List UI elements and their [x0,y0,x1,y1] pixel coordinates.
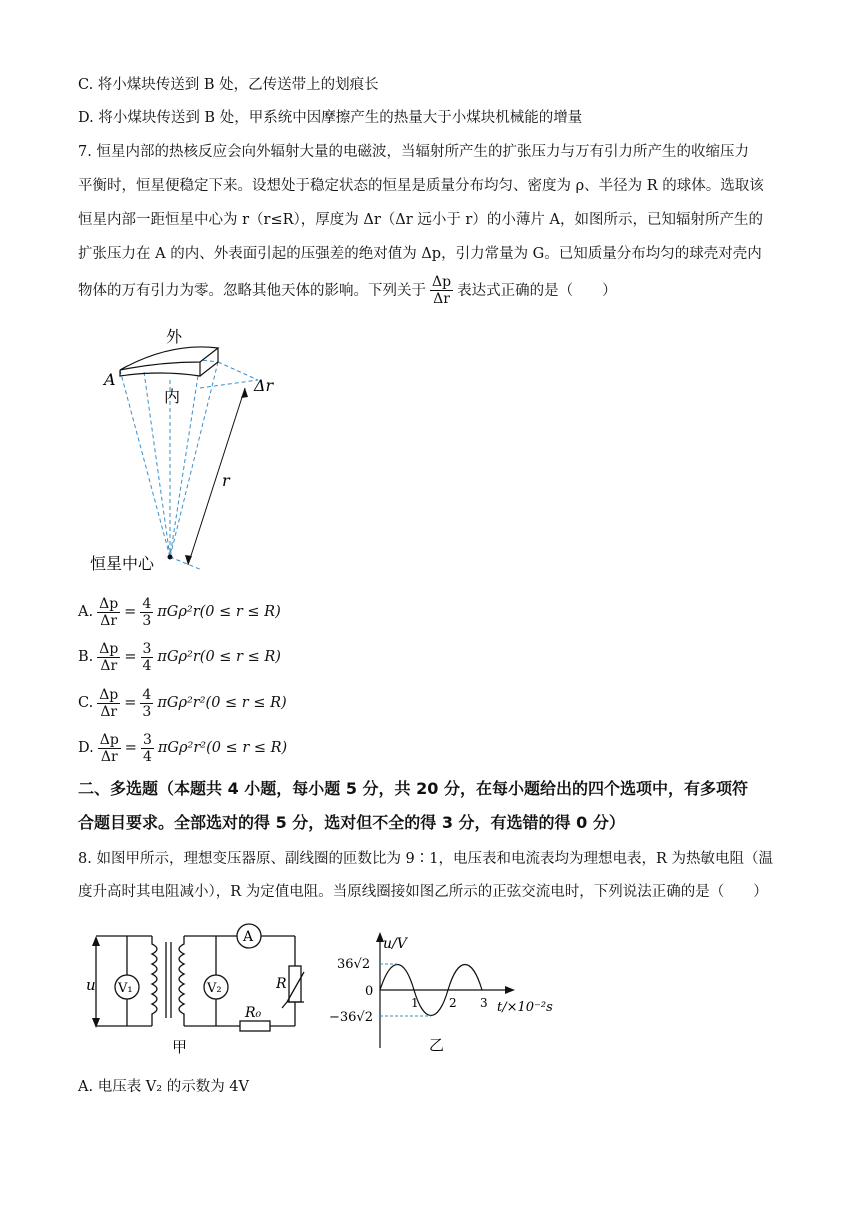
q7-line-5: 物体的万有引力为零。忽略其他天体的影响。下列关于 $\frac{\Delta p}{\Delta r}$ 表达式正确的是（ ） [78,274,617,307]
figure-jia-caption: 甲 [172,1038,188,1056]
ammeter: A [243,929,254,945]
graph-tick-2: 2 [449,996,457,1010]
option-c[interactable]: C. $\frac{\Delta p}{\Delta r}$ = $\frac{4}{3}$ πGρ²r²(0 ≤ r ≤ R) [78,686,287,720]
figure-yi-caption: 乙 [429,1036,445,1054]
graph-tick-1: 1 [411,996,419,1010]
star-slice-figure [90,320,300,582]
graph-ymin-label: −36√2 [329,1010,373,1025]
delta-r-label: Δr [254,376,274,395]
graph-ymax-label: 36√2 [337,957,371,972]
option-a[interactable]: A. $\frac{\Delta p}{\Delta r}$ = $\frac{4}{3}$ πGρ²r(0 ≤ r ≤ R) [78,595,281,629]
q8-option-a[interactable]: A. 电压表 V₂ 的示数为 4V [78,1079,249,1095]
q7-line-4: 扩张压力在 A 的内、外表面引起的压强差的绝对值为 Δp，引力常量为 G。已知质量分布均匀的球壳对壳内 [78,246,762,262]
inner-label: 内 [164,387,181,406]
slice-a-label: A [104,370,116,389]
graph-y-label: u/V [383,936,407,952]
q8-line-1: 8. 如图甲所示，理想变压器原、副线圈的匝数比为 9∶1，电压表和电流表均为理想电表，R 为热敏电阻（温 [78,851,774,867]
voltmeter-v2: V₂ [207,981,222,996]
graph-x-label: t/×10⁻²s [497,1000,553,1015]
option-b[interactable]: B. $\frac{\Delta p}{\Delta r}$ = $\frac{3}{4}$ πGρ²r(0 ≤ r ≤ R) [78,640,281,674]
star-center-label: 恒星中心 [90,554,155,573]
option-c-text: C. 将小煤块传送到 B 处，乙传送带上的划痕长 [78,77,379,93]
transformer-circuit-figure [80,918,305,1058]
q7-line-3: 恒星内部一距恒星中心为 r（r≤R），厚度为 Δr（Δr 远小于 r）的小薄片 A，如图所示，已知辐射所产生的 [78,212,763,228]
q7-line-1: 7. 恒星内部的热核反应会向外辐射大量的电磁波，当辐射所产生的扩张压力与万有引力所产生的收缩压力 [78,144,749,160]
section-2-heading-2: 合题目要求。全部选对的得 5 分，选对但不全的得 3 分，有选错的得 0 分） [78,813,625,832]
radius-label: r [222,471,230,490]
graph-tick-3: 3 [480,996,488,1010]
q8-line-2: 度升高时其电阻减小），R 为定值电阻。当原线圈接如图乙所示的正弦交流电时，下列说法正确的是（ ） [78,884,768,900]
outer-label: 外 [166,327,183,346]
q7-line-2: 平衡时，恒星便稳定下来。设想处于稳定状态的恒星是质量分布均匀、密度为 ρ、半径为 R 的球体。选取该 [78,178,764,194]
option-d-text: D. 将小煤块传送到 B 处，甲系统中因摩擦产生的热量大于小煤块机械能的增量 [78,110,583,126]
thermistor-label: R [276,976,287,992]
voltmeter-v1: V₁ [118,981,133,996]
fixed-resistor-label: R₀ [245,1005,262,1021]
input-voltage-label: u [86,976,96,994]
graph-zero-label: 0 [365,984,374,999]
option-d[interactable]: D. $\frac{\Delta p}{\Delta r}$ = $\frac{3}{4}$ πGρ²r²(0 ≤ r ≤ R) [78,731,288,765]
ac-voltage-graph [325,928,565,1058]
section-2-heading-1: 二、多选题（本题共 4 小题，每小题 5 分，共 20 分，在每小题给出的四个选项中，有多项符 [78,779,748,798]
delta-fraction: $\frac{\Delta p}{\Delta r}$ [432,274,452,307]
